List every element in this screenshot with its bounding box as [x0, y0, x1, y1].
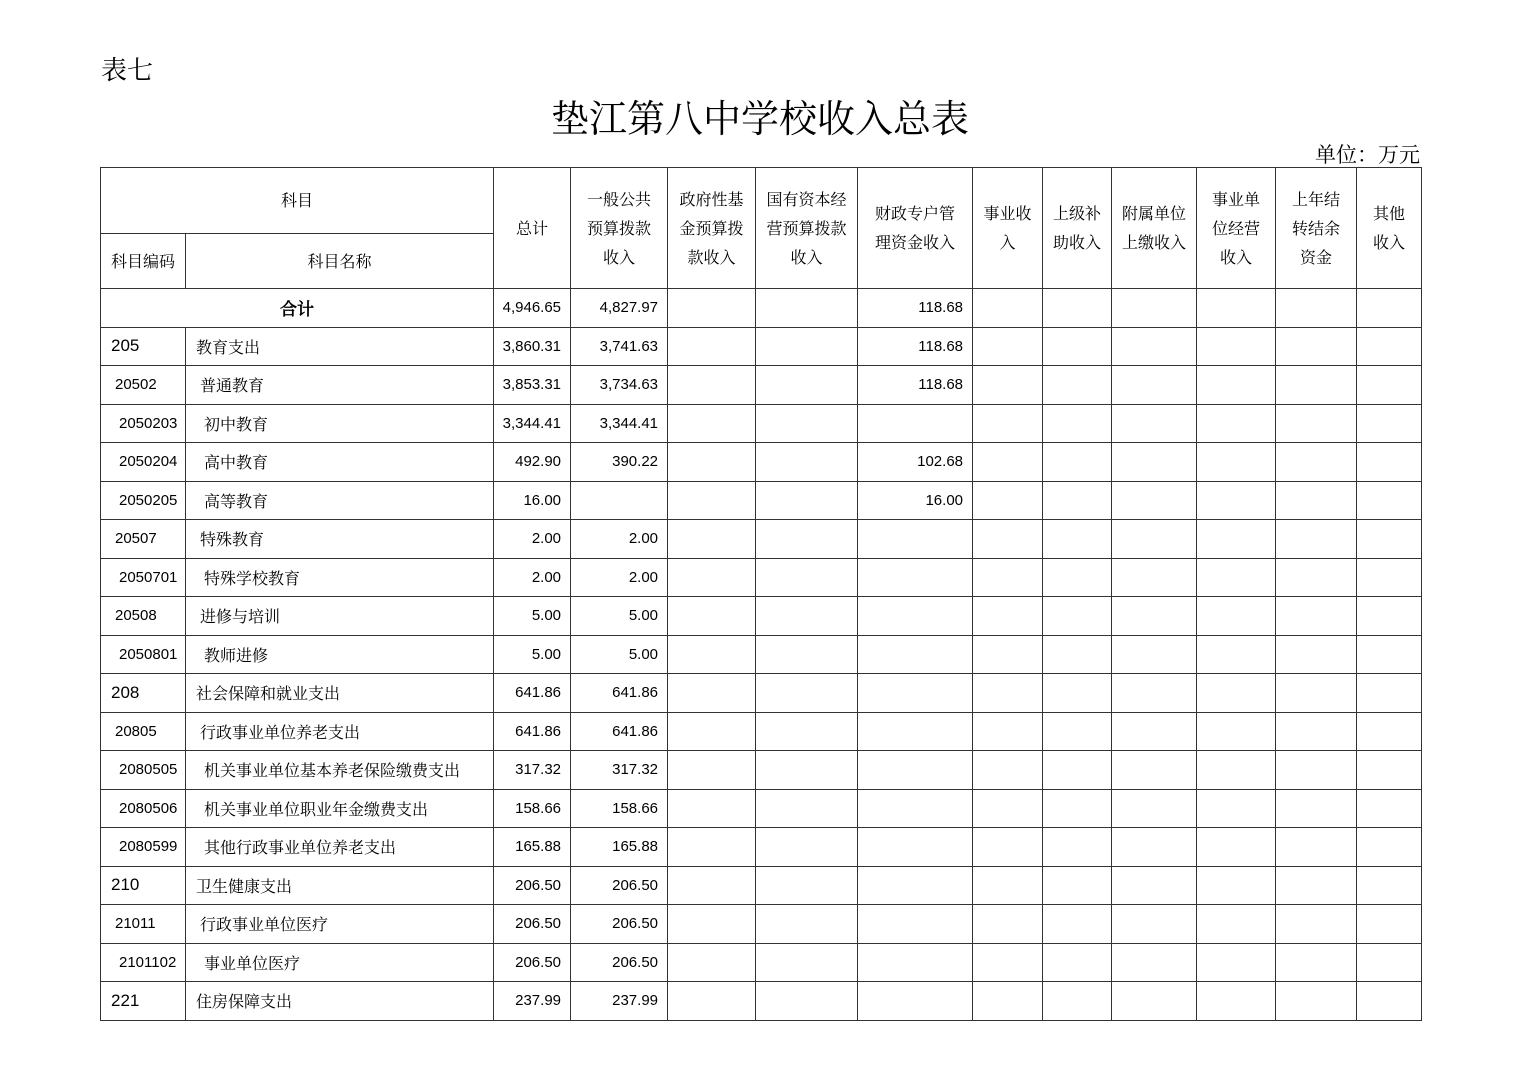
table-row [101, 751, 1422, 790]
amount-cell [1357, 558, 1422, 597]
amount-cell [973, 481, 1043, 520]
amount-cell [1276, 866, 1357, 905]
amount-cell [668, 366, 756, 405]
amount-cell [756, 712, 858, 751]
amount-cell [1197, 558, 1276, 597]
subject-name: 教师进修 [186, 635, 494, 674]
amount-cell [858, 751, 973, 790]
subject-name: 教育支出 [186, 327, 494, 366]
header-code: 科目编码 [101, 234, 186, 289]
amount-cell [1197, 828, 1276, 867]
amount-cell: 2.00 [571, 520, 668, 559]
amount-cell: 5.00 [571, 635, 668, 674]
amount-cell [1276, 712, 1357, 751]
amount-cell: 317.32 [571, 751, 668, 790]
amount-cell [1357, 982, 1422, 1021]
amount-cell: 641.86 [494, 712, 571, 751]
total-cell: 118.68 [858, 289, 973, 328]
amount-cell: 158.66 [571, 789, 668, 828]
amount-cell: 165.88 [494, 828, 571, 867]
amount-cell [858, 712, 973, 751]
amount-cell [858, 520, 973, 559]
amount-cell [1197, 943, 1276, 982]
amount-cell [756, 905, 858, 944]
amount-cell: 206.50 [494, 943, 571, 982]
amount-cell [1112, 520, 1197, 559]
amount-cell [1197, 674, 1276, 713]
amount-cell [1276, 558, 1357, 597]
table-row [101, 635, 1422, 674]
amount-cell [1043, 905, 1112, 944]
amount-cell: 206.50 [571, 943, 668, 982]
amount-cell [1276, 327, 1357, 366]
amount-cell [756, 520, 858, 559]
subject-code: 2050203 [101, 404, 186, 443]
amount-cell [1357, 943, 1422, 982]
amount-cell [973, 943, 1043, 982]
amount-cell [1043, 982, 1112, 1021]
table-row [101, 558, 1422, 597]
amount-cell: 206.50 [571, 905, 668, 944]
amount-cell [668, 597, 756, 636]
subject-code: 210 [101, 866, 186, 905]
header-state-capital: 国有资本经营预算拨款收入 [756, 168, 858, 289]
subject-name: 高等教育 [186, 481, 494, 520]
amount-cell [1112, 597, 1197, 636]
amount-cell [668, 327, 756, 366]
amount-cell [1276, 982, 1357, 1021]
amount-cell: 3,860.31 [494, 327, 571, 366]
amount-cell [1112, 866, 1197, 905]
table-body [101, 289, 1422, 1021]
total-cell [1043, 289, 1112, 328]
amount-cell [756, 789, 858, 828]
subject-code: 20805 [101, 712, 186, 751]
amount-cell [1357, 751, 1422, 790]
amount-cell [858, 635, 973, 674]
total-cell [1197, 289, 1276, 328]
amount-cell [1112, 443, 1197, 482]
amount-cell [973, 712, 1043, 751]
amount-cell: 5.00 [494, 635, 571, 674]
amount-cell [756, 597, 858, 636]
amount-cell [756, 404, 858, 443]
subject-code: 2101102 [101, 943, 186, 982]
amount-cell [1357, 327, 1422, 366]
amount-cell [973, 982, 1043, 1021]
amount-cell [1112, 943, 1197, 982]
total-cell: 4,946.65 [494, 289, 571, 328]
amount-cell [1197, 751, 1276, 790]
subject-code: 2080505 [101, 751, 186, 790]
table-row [101, 674, 1422, 713]
header-special-account: 财政专户管理资金收入 [858, 168, 973, 289]
amount-cell [858, 866, 973, 905]
amount-cell [1357, 828, 1422, 867]
amount-cell [1043, 866, 1112, 905]
total-cell [668, 289, 756, 328]
amount-cell [1276, 597, 1357, 636]
amount-cell [973, 327, 1043, 366]
amount-cell [1112, 982, 1197, 1021]
table-row [101, 943, 1422, 982]
amount-cell: 5.00 [494, 597, 571, 636]
amount-cell: 5.00 [571, 597, 668, 636]
amount-cell: 641.86 [571, 674, 668, 713]
income-summary-table [100, 167, 1422, 1021]
header-general-budget: 一般公共预算拨款收入 [571, 168, 668, 289]
amount-cell [1197, 597, 1276, 636]
subject-code: 20502 [101, 366, 186, 405]
amount-cell: 641.86 [571, 712, 668, 751]
amount-cell: 16.00 [858, 481, 973, 520]
amount-cell [973, 635, 1043, 674]
amount-cell [668, 404, 756, 443]
amount-cell [858, 558, 973, 597]
amount-cell [1357, 712, 1422, 751]
subject-code: 2080599 [101, 828, 186, 867]
table-row [101, 828, 1422, 867]
subject-name: 行政事业单位医疗 [186, 905, 494, 944]
amount-cell [1043, 443, 1112, 482]
amount-cell [1357, 366, 1422, 405]
amount-cell [668, 712, 756, 751]
amount-cell [1112, 327, 1197, 366]
amount-cell [1197, 366, 1276, 405]
amount-cell: 16.00 [494, 481, 571, 520]
amount-cell [571, 481, 668, 520]
amount-cell [756, 327, 858, 366]
header-carryover: 上年结转结余资金 [1276, 168, 1357, 289]
table-tag: 表七 [101, 56, 154, 86]
amount-cell [858, 943, 973, 982]
total-cell [1357, 289, 1422, 328]
subject-name: 行政事业单位养老支出 [186, 712, 494, 751]
header-total: 总计 [494, 168, 571, 289]
amount-cell [1197, 404, 1276, 443]
amount-cell [1043, 558, 1112, 597]
header-business-income: 事业收入 [973, 168, 1043, 289]
amount-cell: 165.88 [571, 828, 668, 867]
amount-cell [756, 481, 858, 520]
subject-code: 20507 [101, 520, 186, 559]
amount-cell [1357, 866, 1422, 905]
amount-cell: 317.32 [494, 751, 571, 790]
amount-cell [756, 674, 858, 713]
total-cell [1276, 289, 1357, 328]
amount-cell [1043, 597, 1112, 636]
amount-cell [1276, 751, 1357, 790]
amount-cell [1197, 712, 1276, 751]
subject-name: 初中教育 [186, 404, 494, 443]
amount-cell: 3,344.41 [494, 404, 571, 443]
amount-cell [1197, 481, 1276, 520]
subject-code: 20508 [101, 597, 186, 636]
amount-cell [756, 443, 858, 482]
amount-cell: 102.68 [858, 443, 973, 482]
amount-cell [756, 828, 858, 867]
amount-cell [1112, 905, 1197, 944]
subject-name: 普通教育 [186, 366, 494, 405]
amount-cell [1043, 789, 1112, 828]
amount-cell [1112, 751, 1197, 790]
amount-cell [668, 520, 756, 559]
amount-cell [1276, 943, 1357, 982]
table-row [101, 905, 1422, 944]
amount-cell [1357, 674, 1422, 713]
amount-cell [1043, 327, 1112, 366]
amount-cell: 118.68 [858, 327, 973, 366]
amount-cell [668, 905, 756, 944]
amount-cell [1043, 751, 1112, 790]
amount-cell [973, 558, 1043, 597]
amount-cell [858, 982, 973, 1021]
header-affiliate-payment: 附属单位上缴收入 [1112, 168, 1197, 289]
table-row [101, 982, 1422, 1021]
amount-cell [1112, 828, 1197, 867]
amount-cell [1357, 789, 1422, 828]
amount-cell [1197, 982, 1276, 1021]
table-row [101, 404, 1422, 443]
amount-cell [858, 597, 973, 636]
amount-cell [858, 789, 973, 828]
amount-cell [1043, 943, 1112, 982]
amount-cell [1276, 520, 1357, 559]
unit-label: 单位：万元 [1315, 143, 1420, 167]
amount-cell [1197, 789, 1276, 828]
amount-cell [1276, 905, 1357, 944]
header-operating-income: 事业单位经营收入 [1197, 168, 1276, 289]
amount-cell [668, 943, 756, 982]
total-row [101, 289, 1422, 328]
amount-cell [973, 866, 1043, 905]
amount-cell [1112, 789, 1197, 828]
amount-cell [1043, 366, 1112, 405]
amount-cell: 3,344.41 [571, 404, 668, 443]
amount-cell: 206.50 [494, 866, 571, 905]
amount-cell [668, 982, 756, 1021]
amount-cell: 118.68 [858, 366, 973, 405]
table-row [101, 712, 1422, 751]
table-row [101, 481, 1422, 520]
amount-cell [756, 751, 858, 790]
amount-cell [1276, 366, 1357, 405]
subject-name: 机关事业单位职业年金缴费支出 [186, 789, 494, 828]
amount-cell [1112, 366, 1197, 405]
subject-name: 进修与培训 [186, 597, 494, 636]
total-cell [973, 289, 1043, 328]
subject-name: 特殊教育 [186, 520, 494, 559]
subject-code: 2050205 [101, 481, 186, 520]
subject-name: 事业单位医疗 [186, 943, 494, 982]
amount-cell: 206.50 [571, 866, 668, 905]
table-row [101, 789, 1422, 828]
amount-cell [1043, 828, 1112, 867]
amount-cell [973, 597, 1043, 636]
amount-cell [1043, 481, 1112, 520]
subject-code: 205 [101, 327, 186, 366]
amount-cell [1276, 443, 1357, 482]
amount-cell [668, 751, 756, 790]
amount-cell: 237.99 [571, 982, 668, 1021]
amount-cell [1276, 404, 1357, 443]
header-other-income: 其他收入 [1357, 168, 1422, 289]
amount-cell: 492.90 [494, 443, 571, 482]
amount-cell [668, 866, 756, 905]
amount-cell [973, 789, 1043, 828]
subject-name: 卫生健康支出 [186, 866, 494, 905]
subject-code: 208 [101, 674, 186, 713]
subject-name: 其他行政事业单位养老支出 [186, 828, 494, 867]
amount-cell: 3,734.63 [571, 366, 668, 405]
amount-cell [756, 982, 858, 1021]
subject-name: 社会保障和就业支出 [186, 674, 494, 713]
amount-cell: 2.00 [494, 558, 571, 597]
amount-cell [1357, 481, 1422, 520]
amount-cell [1276, 635, 1357, 674]
header-name: 科目名称 [186, 234, 494, 289]
amount-cell [1112, 481, 1197, 520]
amount-cell [1357, 597, 1422, 636]
amount-cell [668, 635, 756, 674]
amount-cell [1276, 674, 1357, 713]
table-row [101, 866, 1422, 905]
amount-cell [1197, 520, 1276, 559]
amount-cell: 3,853.31 [494, 366, 571, 405]
amount-cell [1197, 866, 1276, 905]
header-subject: 科目 [101, 168, 494, 234]
amount-cell [1112, 558, 1197, 597]
amount-cell: 237.99 [494, 982, 571, 1021]
header-gov-fund: 政府性基金预算拨款收入 [668, 168, 756, 289]
amount-cell [1043, 404, 1112, 443]
amount-cell [1043, 635, 1112, 674]
amount-cell [973, 905, 1043, 944]
amount-cell [756, 866, 858, 905]
subject-name: 特殊学校教育 [186, 558, 494, 597]
amount-cell [668, 828, 756, 867]
header-superior-subsidy: 上级补助收入 [1043, 168, 1112, 289]
amount-cell [1357, 905, 1422, 944]
page-title: 垫江第八中学校收入总表 [550, 97, 969, 141]
amount-cell [1112, 404, 1197, 443]
amount-cell: 641.86 [494, 674, 571, 713]
amount-cell [668, 558, 756, 597]
amount-cell [1197, 443, 1276, 482]
subject-code: 221 [101, 982, 186, 1021]
amount-cell [973, 828, 1043, 867]
amount-cell [973, 366, 1043, 405]
table-row [101, 520, 1422, 559]
total-cell: 4,827.97 [571, 289, 668, 328]
subject-name: 高中教育 [186, 443, 494, 482]
amount-cell [668, 443, 756, 482]
amount-cell [858, 828, 973, 867]
amount-cell [973, 674, 1043, 713]
amount-cell [1276, 828, 1357, 867]
amount-cell [1357, 443, 1422, 482]
amount-cell [973, 443, 1043, 482]
amount-cell [1197, 635, 1276, 674]
amount-cell [858, 404, 973, 443]
table-row [101, 443, 1422, 482]
amount-cell [1197, 327, 1276, 366]
amount-cell [858, 905, 973, 944]
amount-cell [668, 481, 756, 520]
amount-cell: 2.00 [571, 558, 668, 597]
amount-cell [1043, 520, 1112, 559]
amount-cell [1112, 635, 1197, 674]
amount-cell [1112, 712, 1197, 751]
subject-name: 住房保障支出 [186, 982, 494, 1021]
amount-cell [1276, 481, 1357, 520]
subject-name: 机关事业单位基本养老保险缴费支出 [186, 751, 494, 790]
table-row [101, 327, 1422, 366]
amount-cell [1112, 674, 1197, 713]
amount-cell [1357, 404, 1422, 443]
amount-cell: 2.00 [494, 520, 571, 559]
amount-cell [668, 674, 756, 713]
amount-cell: 390.22 [571, 443, 668, 482]
subject-code: 2050801 [101, 635, 186, 674]
amount-cell [1197, 905, 1276, 944]
amount-cell [756, 366, 858, 405]
amount-cell: 206.50 [494, 905, 571, 944]
subject-code: 2050204 [101, 443, 186, 482]
amount-cell [756, 943, 858, 982]
amount-cell [756, 635, 858, 674]
amount-cell [973, 520, 1043, 559]
table-row [101, 597, 1422, 636]
total-label: 合计 [101, 289, 494, 328]
amount-cell [1043, 674, 1112, 713]
amount-cell: 158.66 [494, 789, 571, 828]
amount-cell [1357, 635, 1422, 674]
amount-cell [756, 558, 858, 597]
subject-code: 21011 [101, 905, 186, 944]
amount-cell: 3,741.63 [571, 327, 668, 366]
total-cell [756, 289, 858, 328]
table-row [101, 366, 1422, 405]
subject-code: 2080506 [101, 789, 186, 828]
amount-cell [1043, 712, 1112, 751]
amount-cell [973, 751, 1043, 790]
amount-cell [973, 404, 1043, 443]
amount-cell [1276, 789, 1357, 828]
amount-cell [858, 674, 973, 713]
amount-cell [1357, 520, 1422, 559]
subject-code: 2050701 [101, 558, 186, 597]
amount-cell [668, 789, 756, 828]
total-cell [1112, 289, 1197, 328]
